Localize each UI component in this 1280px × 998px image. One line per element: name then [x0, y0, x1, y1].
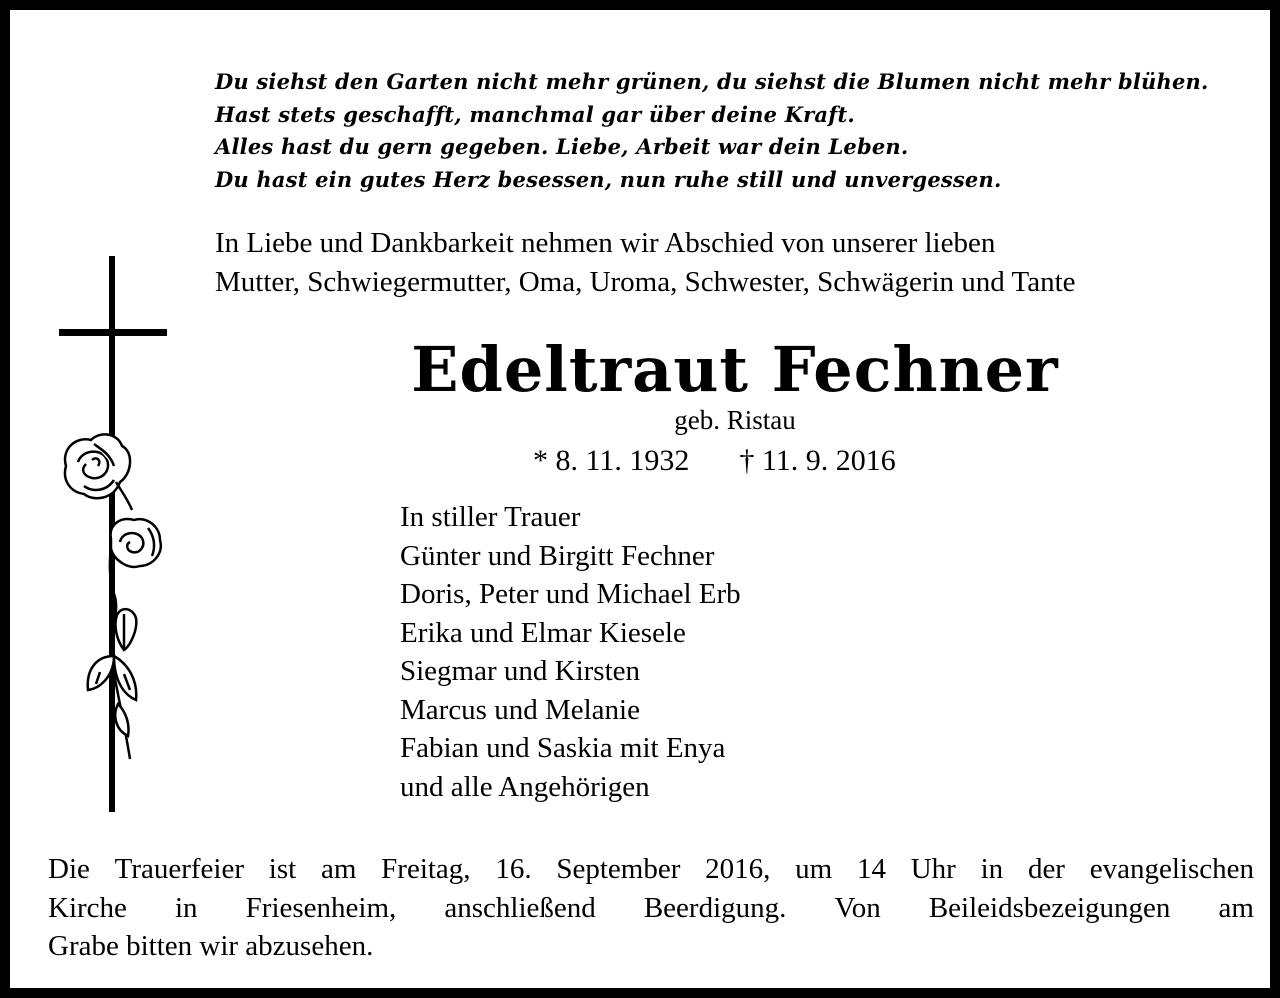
poem	[215, 66, 1208, 196]
funeral-line-3: Grabe bitten wir abzusehen.	[48, 930, 374, 962]
funeral-line-1	[48, 850, 1254, 889]
intro-line: In Liebe und Dankbarkeit nehmen wir Abschied von unserer lieben	[215, 227, 996, 259]
death-date: † 11. 9. 2016	[739, 444, 896, 477]
deceased-name: Edeltraut Fechner	[411, 333, 1059, 406]
word: Beileidsbezeigungen	[928, 891, 1171, 924]
word: 16.	[495, 853, 532, 885]
word: Von	[834, 891, 881, 924]
word: am	[1218, 891, 1254, 924]
poem-line: Du siehst den Garten nicht mehr grünen, du siehst die Blumen nicht mehr blühen.	[215, 69, 1209, 94]
word: 2016,	[705, 853, 771, 885]
funeral-line-2	[48, 889, 1254, 928]
word: Die	[48, 853, 90, 885]
mourner-line: Siegmar und Kirsten	[400, 655, 641, 687]
word: der	[1027, 853, 1065, 885]
cross-with-roses-icon	[56, 254, 171, 814]
maiden-name: geb. Ristau	[674, 405, 796, 435]
mourner-line: Günter und Birgitt Fechner	[400, 539, 715, 572]
word: um	[795, 853, 833, 885]
birth-date: * 8. 11. 1932	[533, 444, 690, 477]
word: Trauerfeier	[114, 853, 245, 885]
intro-line: Mutter, Schwiegermutter, Oma, Uroma, Schwester, Schwägerin und Tante	[215, 266, 1076, 298]
mourner-line: Marcus und Melanie	[400, 693, 640, 726]
mourner-line: Erika und Elmar Kiesele	[400, 616, 686, 649]
mourner-line: und alle Angehörigen	[400, 770, 650, 803]
word: evangelischen	[1089, 853, 1254, 885]
poem-line: Alles hast du gern gegeben. Liebe, Arbeit war dein Leben.	[215, 134, 909, 159]
word: ist	[268, 853, 297, 885]
word: 14	[856, 853, 886, 885]
word: Beerdigung.	[643, 891, 787, 924]
poem-line: Hast stets geschafft, manchmal gar über deine Kraft.	[215, 101, 855, 127]
mourner-line: In stiller Trauer	[400, 501, 581, 533]
word: Freitag,	[381, 853, 471, 885]
word: September	[556, 853, 681, 885]
mourner-line: Doris, Peter und Michael Erb	[400, 578, 741, 610]
poem-line: Du hast ein gutes Herz besessen, nun ruhe still und unvergessen.	[215, 166, 1002, 192]
word: in	[175, 891, 198, 924]
mourner-line: Fabian und Saskia mit Enya	[400, 732, 726, 764]
mourners-list	[400, 498, 741, 806]
word: Friesenheim,	[245, 891, 397, 924]
word: Kirche	[48, 891, 127, 924]
word: Uhr	[910, 853, 956, 885]
life-dates	[533, 442, 896, 480]
word: anschließend	[444, 891, 596, 924]
funeral-notice	[48, 850, 1254, 966]
word: am	[320, 853, 357, 885]
word: in	[980, 853, 1004, 885]
farewell-intro	[215, 224, 1076, 302]
